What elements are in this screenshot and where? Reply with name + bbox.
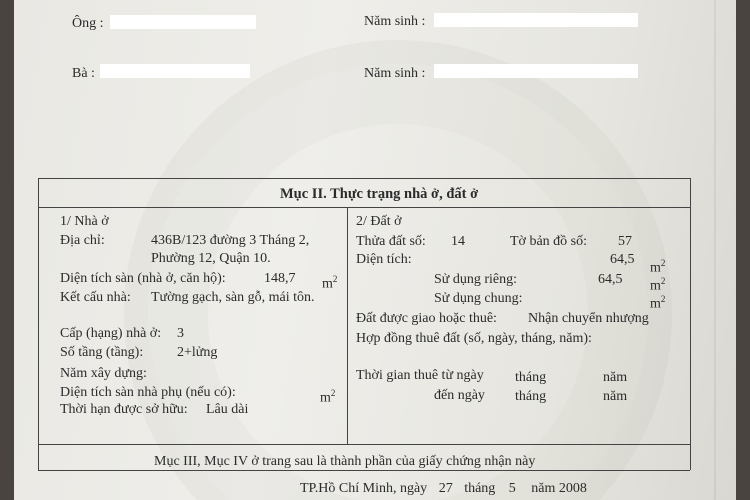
lease-from-year-label: năm: [603, 370, 628, 385]
allocation-value: Nhận chuyển nhượng: [528, 311, 649, 326]
section2-title: Mục II. Thực trạng nhà ở, đất ở: [280, 186, 479, 202]
address-line1: 436B/123 đường 3 Tháng 2,: [151, 233, 310, 248]
grade-label: Cấp (hạng) nhà ở:: [60, 326, 162, 341]
land-area-unit: $m^2$: [650, 258, 666, 276]
signature-day: 27: [438, 481, 453, 496]
ba-name-redaction: [100, 64, 250, 78]
map-value: 57: [618, 234, 632, 249]
allocation-label: Đất được giao hoặc thuê:: [356, 311, 497, 326]
lease-from-month-label: tháng: [515, 370, 547, 385]
lease-to-month-label: tháng: [515, 389, 547, 404]
floor-area-value: 148,7: [264, 271, 296, 286]
private-use-unit: $m^2$: [650, 276, 666, 294]
structure-value: Tường gạch, sàn gỗ, mái tôn.: [151, 290, 315, 305]
lease-to-year-label: năm: [603, 389, 628, 404]
footer-note: Mục III, Mục IV ở trang sau là thành phần của giấy chứng nhận này: [154, 454, 536, 469]
address-line2: Phường 12, Quận 10.: [151, 251, 271, 266]
land-heading: 2/ Đất ở: [356, 214, 402, 229]
aux-area-label: Diện tích sàn nhà phụ (nếu có):: [60, 385, 236, 400]
ong-label: Ông :: [72, 16, 104, 31]
lease-contract-label: Hợp đồng thuê đất (số, ngày, tháng, năm):: [356, 331, 592, 346]
table-top-border: [38, 178, 690, 179]
lease-to-label: đến ngày: [434, 388, 485, 403]
map-label: Tờ bản đồ số:: [510, 234, 588, 249]
floor-area-label: Diện tích sàn (nhà ở, căn hộ):: [60, 271, 226, 286]
house-heading: 1/ Nhà ở: [60, 214, 109, 229]
private-use-label: Sử dụng riêng:: [434, 272, 518, 287]
signature-day-label: , ngày: [392, 481, 428, 496]
lease-from-label: Thời gian thuê từ ngày: [356, 368, 484, 383]
ba-label: Bà :: [72, 66, 95, 81]
table-right-border: [690, 178, 691, 470]
signature-year-label: năm: [531, 481, 556, 496]
land-area-label: Diện tích:: [356, 252, 412, 267]
body-bottom-border: [38, 444, 690, 445]
signature-date-line: [300, 481, 587, 497]
common-use-unit: $m^2$: [650, 294, 666, 312]
land-area-value: 64,5: [610, 252, 635, 267]
signature-year: 2008: [558, 481, 587, 496]
common-use-label: Sử dụng chung:: [434, 291, 523, 306]
table-bottom-border: [38, 470, 690, 471]
column-divider: [347, 207, 348, 444]
signature-city: TP.Hồ Chí Minh: [300, 481, 393, 496]
ong-name-redaction: [110, 15, 256, 29]
plot-value: 14: [451, 234, 465, 249]
private-use-value: 64,5: [598, 272, 623, 287]
grade-value: 3: [177, 326, 184, 341]
ong-birth-redaction: [434, 13, 638, 27]
structure-label: Kết cấu nhà:: [60, 290, 131, 305]
title-divider: [38, 207, 690, 208]
floors-label: Số tầng (tầng):: [60, 345, 144, 360]
ong-birth-label: Năm sinh :: [364, 14, 426, 29]
paper-fold: [714, 0, 716, 500]
plot-label: Thửa đất số:: [356, 234, 426, 249]
ba-birth-redaction: [434, 64, 638, 78]
certificate-page: [14, 0, 736, 500]
aux-area-unit: $m^2$: [320, 388, 336, 406]
signature-month-label: tháng: [464, 481, 496, 496]
watermark-seal: [124, 40, 672, 500]
signature-month: 5: [508, 481, 516, 496]
table-left-border: [38, 178, 39, 470]
ownership-term-value: Lâu dài: [206, 402, 249, 417]
floors-value: 2+lửng: [177, 345, 218, 360]
floor-area-unit: $m^2$: [322, 274, 338, 292]
build-year-label: Năm xây dựng:: [60, 366, 147, 381]
address-label: Địa chỉ:: [60, 233, 105, 248]
ba-birth-label: Năm sinh :: [364, 66, 426, 81]
ownership-term-label: Thời hạn được sở hữu:: [60, 402, 188, 417]
